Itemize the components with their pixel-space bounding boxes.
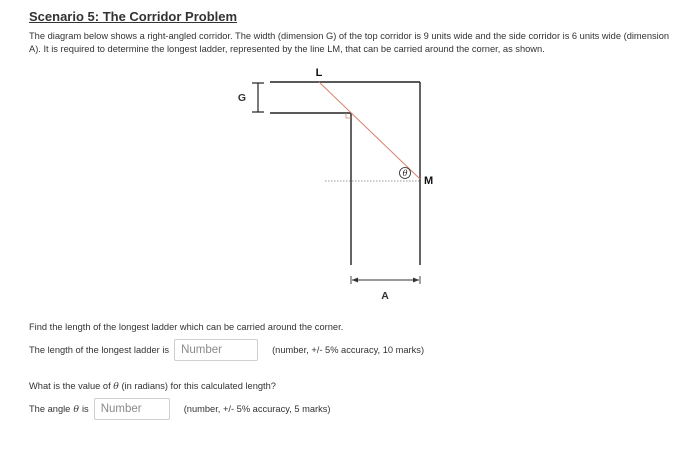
question2-label-theta: θ xyxy=(73,403,79,415)
question1-hint: (number, +/- 5% accuracy, 10 marks) xyxy=(272,345,425,355)
a-arrow-left xyxy=(352,278,358,283)
question1-prompt: Find the length of the longest ladder which can be carried around the corner. xyxy=(29,322,344,332)
dimension-A-label: A xyxy=(381,290,389,302)
question2-prompt-theta: θ xyxy=(113,381,119,392)
question2-prompt xyxy=(29,381,276,392)
ladder-length-input[interactable] xyxy=(174,339,258,361)
theta-label: θ xyxy=(402,169,408,178)
question2-prompt-post: (in radians) for this calculated length? xyxy=(121,381,276,391)
point-L-label: L xyxy=(315,67,323,79)
point-M-label: M xyxy=(424,175,434,187)
question2-answer-row xyxy=(29,398,331,420)
corner-marker xyxy=(346,113,351,118)
question2-label-pre: The angle xyxy=(29,404,71,414)
scenario-title: Scenario 5: The Corridor Problem xyxy=(29,9,238,24)
question2-label-post: is xyxy=(81,404,89,414)
ladder-line xyxy=(319,82,420,179)
question2-prompt-pre: What is the value of xyxy=(29,381,111,391)
question1-answer-row xyxy=(29,339,424,361)
a-arrow-right xyxy=(413,278,419,283)
question2-hint: (number, +/- 5% accuracy, 5 marks) xyxy=(183,404,331,414)
dimension-G-label: G xyxy=(237,92,247,104)
scenario-description: The diagram below shows a right-angled corridor. The width (dimension G) of the top corridor is 9 units wide and the side corridor is 6 units wide (dimension A). It is required to determine the longest ladder, represented by the line LM, that can be carried around the corner, as shown. xyxy=(29,31,670,54)
angle-theta-input[interactable] xyxy=(94,398,170,420)
question1-label: The length of the longest ladder is xyxy=(29,345,170,355)
